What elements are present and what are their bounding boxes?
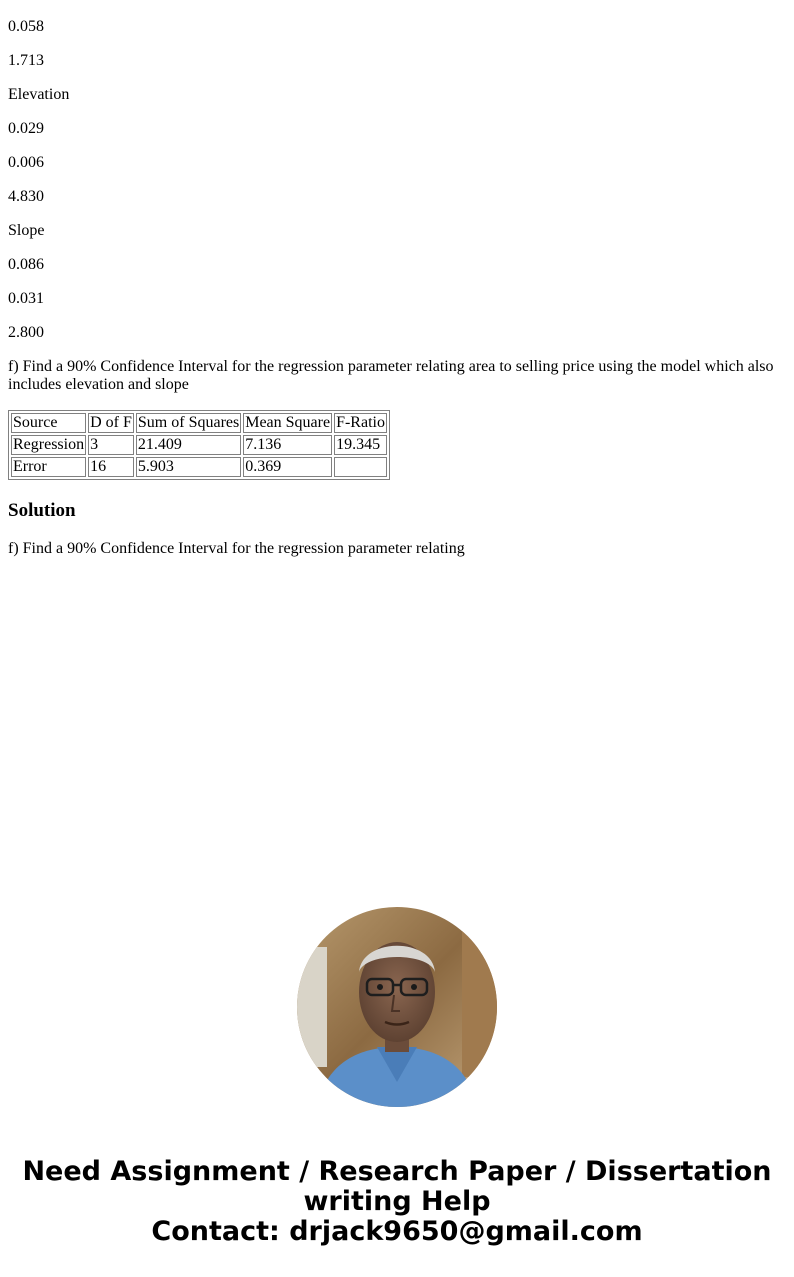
table-header-cell: Mean Square — [245, 414, 331, 431]
table-cell: 5.903 — [136, 457, 241, 477]
table-cell — [334, 457, 387, 477]
value-line: Elevation — [8, 86, 70, 103]
table-header-cell: Source — [11, 413, 86, 433]
table-header-cell: Sum of Squares — [137, 414, 240, 431]
solution-heading: Solution — [8, 500, 76, 521]
anova-table — [8, 410, 390, 480]
document-body — [8, 0, 786, 574]
solution-text: f) Find a 90% Confidence Interval for the regression parameter relating — [8, 540, 465, 557]
value-line: 0.029 — [8, 120, 44, 137]
promo-contact: Contact: drjack9650@gmail.com — [151, 1216, 643, 1247]
value-line: 0.006 — [8, 154, 44, 171]
avatar — [297, 907, 497, 1107]
table-cell: 3 — [88, 435, 134, 455]
table-row — [11, 457, 387, 477]
value-line: 0.086 — [8, 256, 44, 273]
value-line: 2.800 — [8, 324, 44, 341]
value-line: 0.031 — [8, 290, 44, 307]
promo-line: writing Help — [303, 1186, 491, 1217]
table-cell: 0.369 — [243, 457, 332, 477]
table-cell: 7.136 — [243, 435, 332, 455]
value-line: 0.058 — [8, 18, 44, 35]
table-cell: 21.409 — [136, 435, 241, 455]
value-line — [8, 0, 786, 2]
table-cell: 19.345 — [334, 435, 387, 455]
table-cell: Error — [11, 457, 86, 477]
table-cell: Regression — [13, 436, 85, 453]
value-line: Slope — [8, 222, 45, 239]
table-row — [11, 435, 387, 455]
value-line: 1.713 — [8, 52, 44, 69]
promo-banner — [0, 1157, 794, 1247]
table-header-cell: F-Ratio — [336, 414, 385, 431]
person-photo-icon — [297, 907, 497, 1107]
promo-line: Need Assignment / Research Paper / Dissertation — [22, 1156, 772, 1187]
table-cell: 16 — [88, 457, 134, 477]
table-header-cell: D of F — [90, 414, 132, 431]
question-text: f) Find a 90% Confidence Interval for the regression parameter relating area to selling price using the model which also includes elevation and slope — [8, 358, 774, 393]
table-header-row — [11, 413, 387, 433]
value-line: 4.830 — [8, 188, 44, 205]
